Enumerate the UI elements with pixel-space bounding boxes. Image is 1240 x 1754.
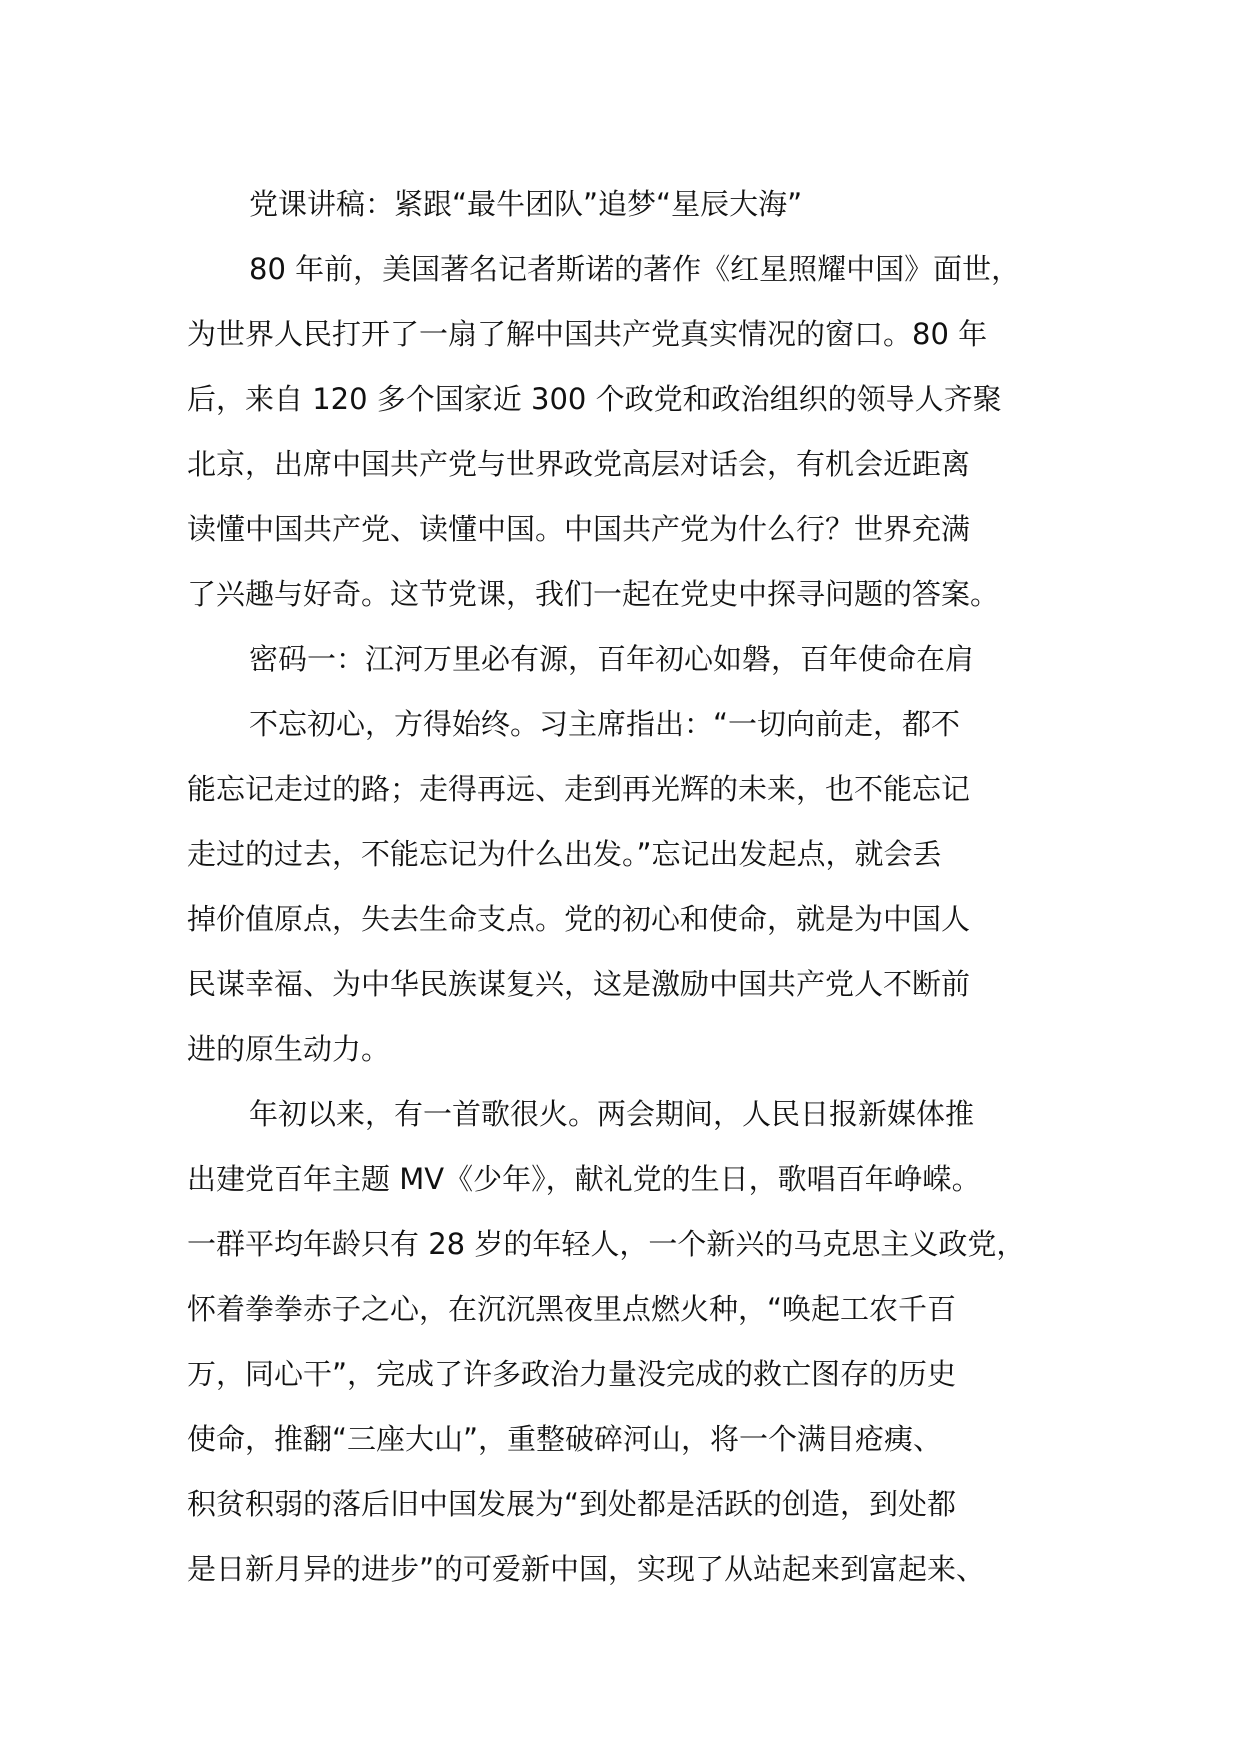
document-body (187, 172, 1077, 1602)
section-heading-1: 密码一：江河万里必有源，百年初心如磐，百年使命在肩 (249, 642, 975, 676)
paragraph-intro: 80 年前，美国著名记者斯诺的著作《红星照耀中国》面世， 为世界人民打开了一扇了解中国共产党真实情况的窗口。80 年 后，来自 120 多个国家近 300 个政党和政治组织的领导人齐聚 北京，出席中国共产党与世界政党高层对话会，有机会近距离 读懂中国共产党、读懂中国。中国共产党为什么行？世界充满 了兴趣与好奇。这节党课，我们一起在党史中探寻问题的答案。 (187, 252, 1021, 611)
paragraph-original-aspiration: 不忘初心，方得始终。习主席指出：“一切向前走，都不 能忘记走过的路；走得再远、走到再光辉的未来，也不能忘记 走过的过去，不能忘记为什么出发。”忘记出发起点，就会丢 掉价值原点，失去生命支点。党的初心和使命，就是为中国人 民谋幸福、为中华民族谋复兴，这是激励中国共产党人不断前 进的原生动力。 (187, 707, 971, 1066)
paragraph-song: 年初以来，有一首歌很火。两会期间，人民日报新媒体推 出建党百年主题 MV《少年》，献礼党的生日，歌唱百年峥嵘。 一群平均年龄只有 28 岁的年轻人，一个新兴的马克思主义政党， 怀着拳拳赤子之心，在沉沉黑夜里点燃火种，“唤起工农千百 万，同心干”，完成了许多政治力量没完成的救亡图存的历史 使命，推翻“三座大山”，重整破碎河山，将一个满目疮痍、 积贫积弱的落后旧中国发展为“到处都是活跃的创造，到处都 是日新月异的进步”的可爱新中国，实现了从站起来到富起来、 (187, 1097, 1026, 1586)
document-title: 党课讲稿：紧跟“最牛团队”追梦“星辰大海” (249, 187, 803, 221)
